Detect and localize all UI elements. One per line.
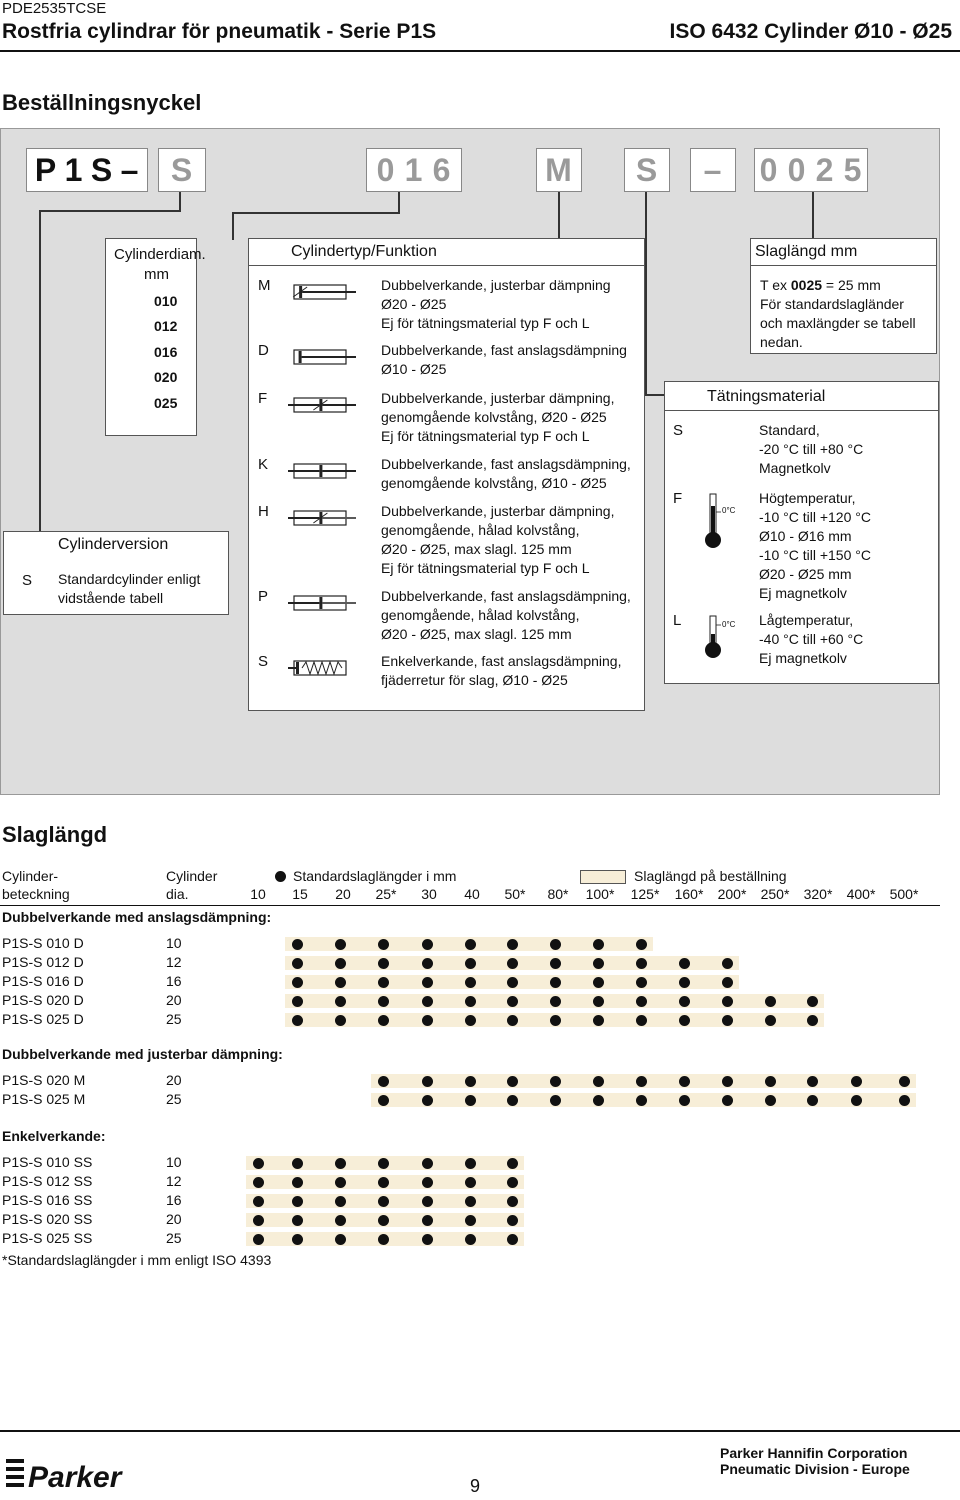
stroke-dot <box>722 996 733 1007</box>
type-desc: Dubbelverkande, justerbar dämpning, <box>381 390 615 406</box>
stroke-dot <box>507 1095 518 1106</box>
row-dia: 25 <box>166 1091 182 1107</box>
stroke-dot <box>593 1015 604 1026</box>
header-rule <box>0 50 960 52</box>
corporation-name: Parker Hannifin Corporation <box>720 1445 908 1461</box>
connector-line <box>39 210 181 212</box>
diameter-title: Cylinderdiam. <box>114 246 206 263</box>
code-char: 2 <box>815 151 835 188</box>
col-header-designation: Cylinder- <box>2 868 59 884</box>
row-dia: 20 <box>166 1211 182 1227</box>
row-designation: P1S-S 016 D <box>2 973 84 989</box>
stroke-header: 30 <box>421 886 437 902</box>
stroke-dot <box>636 1015 647 1026</box>
seal-desc: Lågtemperatur, <box>759 612 854 628</box>
stroke-dot <box>292 1215 303 1226</box>
stroke-dot <box>765 1015 776 1026</box>
code-box-version <box>158 148 206 192</box>
legend-order-swatch <box>580 870 626 884</box>
stroke-dot <box>253 1158 264 1169</box>
cylinder-symbol-icon <box>288 460 358 484</box>
code-char: 1 <box>64 151 84 188</box>
stroke-dot <box>899 1076 910 1087</box>
stroke-header: 50* <box>504 886 526 902</box>
stroke-dot <box>550 1076 561 1087</box>
stroke-header: 400* <box>846 886 876 902</box>
stroke-header: 25* <box>375 886 397 902</box>
type-desc: Ej för tätningsmaterial typ F och L <box>381 560 590 576</box>
stroke-dot <box>465 1095 476 1106</box>
stroke-text: T ex <box>760 277 791 293</box>
legend-standard-dot <box>275 871 286 882</box>
seal-desc: -10 °C till +120 °C <box>759 509 871 525</box>
stroke-note: och maxlängder se tabell <box>760 315 916 331</box>
stroke-header: 320* <box>803 886 833 902</box>
stroke-dot <box>807 1095 818 1106</box>
stroke-dot <box>465 958 476 969</box>
row-designation: P1S-S 020 M <box>2 1072 86 1088</box>
stroke-code: 0025 <box>790 277 823 293</box>
code-char: P <box>34 151 58 188</box>
seal-key: S <box>673 422 684 439</box>
stroke-dot <box>335 1215 346 1226</box>
code-char: M <box>545 151 573 188</box>
stroke-dot <box>335 1196 346 1207</box>
cylinder-symbol-icon <box>288 394 358 418</box>
stroke-header: 10 <box>250 886 266 902</box>
cylinder-version-box <box>3 531 229 615</box>
code-box-type <box>536 148 582 192</box>
stroke-dot <box>335 939 346 950</box>
type-key: H <box>258 503 269 520</box>
stroke-dot <box>593 977 604 988</box>
seal-key: F <box>673 490 683 507</box>
type-desc: Ø20 - Ø25 <box>381 296 447 312</box>
stroke-dot <box>335 958 346 969</box>
stroke-dot <box>465 977 476 988</box>
stroke-dot <box>335 977 346 988</box>
col-header-dia: Cylinder <box>166 868 218 884</box>
stroke-dot <box>765 1076 776 1087</box>
col-header-designation: beteckning <box>2 886 70 902</box>
stroke-note: För standardslagländer <box>760 296 904 312</box>
stroke-dot <box>292 939 303 950</box>
type-key: F <box>258 390 268 407</box>
stroke-dot <box>807 1015 818 1026</box>
svg-text:Parker: Parker <box>28 1461 122 1493</box>
stroke-dot <box>422 1015 433 1026</box>
stroke-dot <box>507 1015 518 1026</box>
stroke-example <box>760 276 881 295</box>
stroke-dot <box>253 1234 264 1245</box>
type-title: Cylindertyp/Funktion <box>291 243 437 260</box>
stroke-dot <box>465 1158 476 1169</box>
stroke-dot <box>593 1076 604 1087</box>
row-dia: 25 <box>166 1230 182 1246</box>
stroke-dot <box>507 1215 518 1226</box>
stroke-dot <box>465 1234 476 1245</box>
row-designation: P1S-S 020 D <box>2 992 84 1008</box>
stroke-dot <box>765 1095 776 1106</box>
seal-desc: Ej magnetkolv <box>759 585 847 601</box>
stroke-header: 250* <box>760 886 790 902</box>
code-char: 0 <box>376 151 396 188</box>
stroke-dot <box>593 996 604 1007</box>
stroke-dot <box>507 958 518 969</box>
seal-desc: -20 °C till +80 °C <box>759 441 864 457</box>
table-rule <box>0 905 940 906</box>
stroke-dot <box>253 1196 264 1207</box>
group-title: Dubbelverkande med justerbar dämpning: <box>2 1046 283 1062</box>
row-dia: 12 <box>166 1173 182 1189</box>
row-designation: P1S-S 016 SS <box>2 1192 93 1208</box>
row-designation: P1S-S 025 M <box>2 1091 86 1107</box>
code-char: 0 <box>787 151 807 188</box>
stroke-dot <box>335 1158 346 1169</box>
connector-line <box>179 192 181 212</box>
stroke-dot <box>378 939 389 950</box>
stroke-dot <box>722 958 733 969</box>
iso-title: ISO 6432 Cylinder Ø10 - Ø25 <box>669 20 952 43</box>
stroke-dot <box>292 958 303 969</box>
stroke-header: 20 <box>335 886 351 902</box>
seal-desc: Ej magnetkolv <box>759 650 847 666</box>
stroke-dot <box>422 958 433 969</box>
stroke-dot <box>679 996 690 1007</box>
type-key: M <box>258 277 271 294</box>
stroke-dot <box>378 1095 389 1106</box>
stroke-dot <box>679 1076 690 1087</box>
type-key: S <box>258 653 269 670</box>
stroke-dot <box>422 996 433 1007</box>
type-desc: Ej för tätningsmaterial typ F och L <box>381 315 590 331</box>
diameter-value: 020 <box>154 369 178 385</box>
stroke-header: 80* <box>547 886 569 902</box>
stroke-dot <box>507 1076 518 1087</box>
code-char: S <box>90 151 114 188</box>
stroke-dot <box>378 958 389 969</box>
footnote: *Standardslaglängder i mm enligt ISO 4393 <box>2 1252 272 1268</box>
version-key: S <box>22 572 33 589</box>
row-designation: P1S-S 012 SS <box>2 1173 93 1189</box>
order-code-row <box>26 148 906 192</box>
parker-logo <box>6 1455 132 1493</box>
seal-desc: Ø20 - Ø25 mm <box>759 566 852 582</box>
row-dia: 16 <box>166 1192 182 1208</box>
stroke-dot <box>292 1158 303 1169</box>
stroke-dot <box>422 1215 433 1226</box>
row-designation: P1S-S 012 D <box>2 954 84 970</box>
row-designation: P1S-S 025 D <box>2 1011 84 1027</box>
division-name: Pneumatic Division - Europe <box>720 1461 910 1477</box>
stroke-dot <box>593 958 604 969</box>
code-char: S <box>635 151 659 188</box>
cylinder-symbol-icon <box>288 507 358 531</box>
stroke-dot <box>378 996 389 1007</box>
stroke-header: 15 <box>292 886 308 902</box>
stroke-dot <box>679 1015 690 1026</box>
row-dia: 20 <box>166 992 182 1008</box>
diameter-value: 016 <box>154 344 178 360</box>
stroke-dot <box>550 996 561 1007</box>
row-designation: P1S-S 010 SS <box>2 1154 93 1170</box>
seal-desc: Ø10 - Ø16 mm <box>759 528 852 544</box>
code-box-dash <box>690 148 736 192</box>
seal-key: L <box>673 612 682 629</box>
cylinder-symbol-icon <box>288 657 358 681</box>
stroke-dot <box>550 939 561 950</box>
stroke-dot <box>722 977 733 988</box>
cylinder-symbol-icon <box>288 592 358 616</box>
stroke-dot <box>465 1215 476 1226</box>
type-desc: Ø10 - Ø25 <box>381 361 447 377</box>
type-desc: Dubbelverkande, fast anslagsdämpning, <box>381 588 631 604</box>
connector-line <box>232 212 234 240</box>
stroke-dot <box>422 1076 433 1087</box>
type-desc: genomgående, hålad kolvstång, <box>381 522 580 538</box>
type-desc: Enkelverkande, fast anslagsdämpning, <box>381 653 622 669</box>
type-key: K <box>258 456 269 473</box>
stroke-dot <box>636 1095 647 1106</box>
stroke-dot <box>765 996 776 1007</box>
connector-line <box>232 212 400 214</box>
type-desc: genomgående, hålad kolvstång, <box>381 607 580 623</box>
stroke-length-box <box>750 238 937 354</box>
stroke-dot <box>378 1015 389 1026</box>
stroke-title: Slaglängd mm <box>755 243 858 260</box>
stroke-note: nedan. <box>760 334 803 350</box>
type-key: P <box>258 588 269 605</box>
order-key-heading: Beställningsnyckel <box>2 90 202 115</box>
stroke-dot <box>550 1015 561 1026</box>
diameter-value: 012 <box>154 318 178 334</box>
row-dia: 12 <box>166 954 182 970</box>
connector-line <box>39 210 41 532</box>
stroke-dot <box>253 1177 264 1188</box>
diameter-unit: mm <box>144 266 169 283</box>
page-number: 9 <box>470 1476 481 1496</box>
row-dia: 10 <box>166 935 182 951</box>
stroke-dot <box>679 977 690 988</box>
stroke-dot <box>722 1076 733 1087</box>
stroke-dot <box>807 1076 818 1087</box>
stroke-dot <box>851 1095 862 1106</box>
type-desc: Ø20 - Ø25, max slagl. 125 mm <box>381 541 572 557</box>
stroke-dot <box>292 977 303 988</box>
stroke-dot <box>507 1177 518 1188</box>
row-dia: 25 <box>166 1011 182 1027</box>
row-dia: 10 <box>166 1154 182 1170</box>
stroke-dot <box>378 1196 389 1207</box>
stroke-dot <box>378 1158 389 1169</box>
row-designation: P1S-S 020 SS <box>2 1211 93 1227</box>
version-desc: vidstående tabell <box>58 590 164 606</box>
stroke-dot <box>422 1196 433 1207</box>
stroke-dot <box>292 996 303 1007</box>
stroke-dot <box>636 996 647 1007</box>
stroke-dot <box>507 1196 518 1207</box>
seal-desc: -10 °C till +150 °C <box>759 547 871 563</box>
stroke-dot <box>378 1234 389 1245</box>
seal-title: Tätningsmaterial <box>707 388 826 405</box>
cylinder-symbol-icon <box>288 346 358 370</box>
type-desc: Dubbelverkande, fast anslagsdämpning, <box>381 456 631 472</box>
group-title: Dubbelverkande med anslagsdämpning: <box>2 909 272 925</box>
code-char: S <box>170 151 194 188</box>
stroke-dot <box>253 1215 264 1226</box>
stroke-header: 500* <box>889 886 919 902</box>
code-box-prefix <box>26 148 148 192</box>
version-desc: Standardcylinder enligt <box>58 571 201 587</box>
stroke-dot <box>422 1095 433 1106</box>
document-code: PDE2535TCSE <box>2 0 107 17</box>
stroke-dot <box>636 977 647 988</box>
stroke-dot <box>465 1177 476 1188</box>
row-dia: 16 <box>166 973 182 989</box>
stroke-header: 100* <box>585 886 615 902</box>
cylinder-symbol-icon <box>288 281 358 305</box>
stroke-dot <box>550 1095 561 1106</box>
seal-desc: Standard, <box>759 422 820 438</box>
footer-rule <box>0 1430 960 1432</box>
stroke-header: 160* <box>674 886 704 902</box>
stroke-dot <box>465 1015 476 1026</box>
stroke-dot <box>507 1158 518 1169</box>
stroke-dot <box>507 977 518 988</box>
stroke-dot <box>422 1177 433 1188</box>
connector-line <box>645 192 647 396</box>
stroke-dot <box>550 958 561 969</box>
code-char: 6 <box>432 151 452 188</box>
type-desc: fjäderretur för slag, Ø10 - Ø25 <box>381 672 568 688</box>
stroke-dot <box>679 958 690 969</box>
stroke-dot <box>636 939 647 950</box>
connector-line <box>558 192 560 240</box>
type-desc: Dubbelverkande, fast anslagsdämpning <box>381 342 627 358</box>
seal-desc: -40 °C till +60 °C <box>759 631 864 647</box>
type-desc: Ej för tätningsmaterial typ F och L <box>381 428 590 444</box>
code-char: – <box>703 151 723 188</box>
diameter-value: 010 <box>154 293 178 309</box>
code-box-diameter <box>366 148 462 192</box>
stroke-dot <box>378 1215 389 1226</box>
stroke-dot <box>722 1015 733 1026</box>
connector-line <box>398 192 400 214</box>
type-desc: Ø20 - Ø25, max slagl. 125 mm <box>381 626 572 642</box>
stroke-dot <box>422 1234 433 1245</box>
stroke-dot <box>422 1158 433 1169</box>
version-title: Cylinderversion <box>58 536 169 553</box>
stroke-table-heading: Slaglängd <box>2 822 108 847</box>
stroke-dot <box>507 939 518 950</box>
col-header-dia: dia. <box>166 886 189 902</box>
stroke-dot <box>335 1015 346 1026</box>
document-title: Rostfria cylindrar för pneumatik - Serie P1S <box>2 20 437 43</box>
stroke-dot <box>465 1196 476 1207</box>
stroke-dot <box>807 996 818 1007</box>
stroke-dot <box>550 977 561 988</box>
seal-desc: Högtemperatur, <box>759 490 856 506</box>
stroke-dot <box>422 977 433 988</box>
stroke-header: 200* <box>717 886 747 902</box>
stroke-dot <box>465 996 476 1007</box>
stroke-dot <box>636 958 647 969</box>
cylinder-diameter-box <box>105 238 206 436</box>
code-char: – <box>120 151 140 188</box>
stroke-dot <box>593 939 604 950</box>
legend-standard-label: Standardslaglängder i mm <box>293 868 457 884</box>
stroke-header: 40 <box>464 886 480 902</box>
stroke-dot <box>292 1177 303 1188</box>
row-designation: P1S-S 010 D <box>2 935 84 951</box>
connector-line <box>812 192 814 240</box>
stroke-dot <box>679 1095 690 1106</box>
stroke-dot <box>507 1234 518 1245</box>
stroke-dot <box>851 1076 862 1087</box>
stroke-dot <box>422 939 433 950</box>
stroke-dot <box>378 977 389 988</box>
stroke-dot <box>465 1076 476 1087</box>
thermometer-label: 0°C <box>722 506 736 515</box>
type-desc: Dubbelverkande, justerbar dämpning, <box>381 503 615 519</box>
code-box-seal <box>624 148 670 192</box>
diameter-value: 025 <box>154 395 178 411</box>
code-box-stroke <box>754 148 868 192</box>
type-desc: genomgående kolvstång, Ø10 - Ø25 <box>381 475 607 491</box>
stroke-dot <box>465 939 476 950</box>
type-desc: Dubbelverkande, justerbar dämpning <box>381 277 611 293</box>
thermometer-label: 0°C <box>722 620 736 629</box>
type-desc: genomgående kolvstång, Ø20 - Ø25 <box>381 409 607 425</box>
stroke-dot <box>292 1196 303 1207</box>
stroke-dot <box>335 996 346 1007</box>
stroke-dot <box>899 1095 910 1106</box>
row-dia: 20 <box>166 1072 182 1088</box>
stroke-dot <box>636 1076 647 1087</box>
stroke-dot <box>593 1095 604 1106</box>
stroke-dot <box>378 1177 389 1188</box>
stroke-dot <box>335 1234 346 1245</box>
type-key: D <box>258 342 269 359</box>
stroke-dot <box>722 1095 733 1106</box>
code-char: 5 <box>843 151 863 188</box>
stroke-dot <box>292 1234 303 1245</box>
stroke-dot <box>378 1076 389 1087</box>
stroke-text: = 25 mm <box>822 277 881 293</box>
thermometer-icon <box>703 492 743 550</box>
code-char: 0 <box>759 151 779 188</box>
stroke-dot <box>292 1015 303 1026</box>
row-designation: P1S-S 025 SS <box>2 1230 93 1246</box>
seal-desc: Magnetkolv <box>759 460 831 476</box>
group-title: Enkelverkande: <box>2 1128 106 1144</box>
stroke-dot <box>335 1177 346 1188</box>
stroke-dot <box>507 996 518 1007</box>
code-char: 1 <box>404 151 424 188</box>
legend-order-label: Slaglängd på beställning <box>634 868 787 884</box>
stroke-header: 125* <box>630 886 660 902</box>
